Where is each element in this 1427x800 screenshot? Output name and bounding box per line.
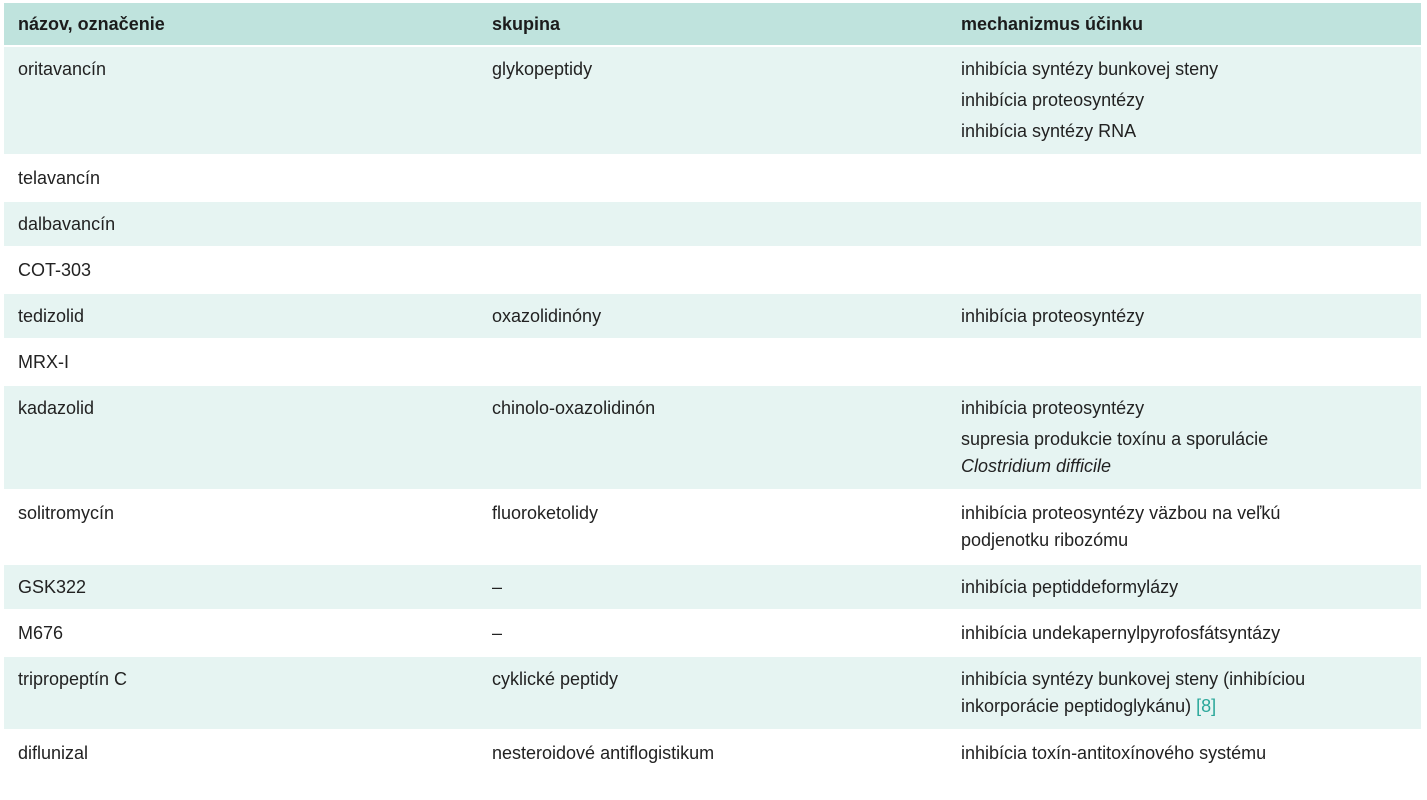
cell-mechanism bbox=[947, 247, 1421, 293]
cell-name: COT-303 bbox=[4, 247, 478, 293]
cell-name: M676 bbox=[4, 610, 478, 656]
cell-group: nesteroidové antiflogistikum bbox=[478, 730, 947, 775]
header-mechanism: mechanizmus účinku bbox=[947, 3, 1421, 46]
table-row bbox=[4, 46, 1421, 155]
header-group: skupina bbox=[478, 3, 947, 46]
cell-group: – bbox=[478, 564, 947, 610]
cell-mechanism bbox=[947, 385, 1421, 490]
mechanism-line: inhibícia proteosyntézy bbox=[961, 90, 1145, 110]
cell-mechanism bbox=[947, 490, 1421, 564]
cell-mechanism: inhibícia toxín-antitoxínového systému bbox=[947, 730, 1421, 775]
cell-group: cyklické peptidy bbox=[478, 656, 947, 730]
table-row bbox=[4, 339, 1421, 385]
header-row bbox=[4, 3, 1421, 46]
mechanism-line: inhibícia syntézy bunkovej steny bbox=[961, 59, 1219, 79]
table-row bbox=[4, 490, 1421, 564]
cell-name: telavancín bbox=[4, 155, 478, 201]
mechanism-line: inhibícia proteosyntézy bbox=[961, 398, 1145, 418]
cell-mechanism: inhibícia undekapernylpyrofosfátsyntázy bbox=[947, 610, 1421, 656]
antibiotics-table bbox=[4, 3, 1421, 775]
cell-group: glykopeptidy bbox=[478, 46, 947, 155]
cell-mechanism bbox=[947, 339, 1421, 385]
reference-link[interactable]: [8] bbox=[1196, 696, 1217, 716]
cell-mechanism: inhibícia peptiddeformylázy bbox=[947, 564, 1421, 610]
mechanism-line: supresia produkcie toxínu a sporulácie bbox=[961, 429, 1269, 449]
table-row bbox=[4, 564, 1421, 610]
cell-name: dalbavancín bbox=[4, 201, 478, 247]
cell-group bbox=[478, 339, 947, 385]
cell-name: MRX-I bbox=[4, 339, 478, 385]
cell-group bbox=[478, 201, 947, 247]
cell-mechanism bbox=[947, 201, 1421, 247]
cell-name: kadazolid bbox=[4, 385, 478, 490]
table-row bbox=[4, 656, 1421, 730]
cell-mechanism: inhibícia proteosyntézy bbox=[947, 293, 1421, 339]
cell-group: chinolo-oxazolidinón bbox=[478, 385, 947, 490]
header-name: názov, označenie bbox=[4, 3, 478, 46]
cell-mechanism bbox=[947, 155, 1421, 201]
cell-name: solitromycín bbox=[4, 490, 478, 564]
table-row bbox=[4, 201, 1421, 247]
mechanism-line: inkorporácie peptidoglykánu) bbox=[961, 696, 1192, 716]
cell-mechanism bbox=[947, 656, 1421, 730]
table-row bbox=[4, 610, 1421, 656]
cell-name: oritavancín bbox=[4, 46, 478, 155]
cell-mechanism bbox=[947, 46, 1421, 155]
mechanism-line: inhibícia syntézy bunkovej steny (inhibíciou bbox=[961, 669, 1306, 689]
cell-group: fluoroketolidy bbox=[478, 490, 947, 564]
cell-group bbox=[478, 155, 947, 201]
mechanism-line: inhibícia syntézy RNA bbox=[961, 121, 1137, 141]
mechanism-line-organism: Clostridium difficile bbox=[961, 456, 1112, 476]
table-row bbox=[4, 293, 1421, 339]
cell-name: tripropeptín C bbox=[4, 656, 478, 730]
cell-name: GSK322 bbox=[4, 564, 478, 610]
mechanism-line: podjenotku ribozómu bbox=[961, 530, 1129, 550]
cell-group bbox=[478, 247, 947, 293]
table-row bbox=[4, 385, 1421, 490]
table-row bbox=[4, 155, 1421, 201]
mechanism-line: inhibícia proteosyntézy väzbou na veľkú bbox=[961, 503, 1281, 523]
table-row bbox=[4, 730, 1421, 775]
cell-group: – bbox=[478, 610, 947, 656]
table-container bbox=[4, 3, 1421, 775]
cell-name: tedizolid bbox=[4, 293, 478, 339]
cell-group: oxazolidinóny bbox=[478, 293, 947, 339]
cell-name: diflunizal bbox=[4, 730, 478, 775]
mechanism-line-wrap bbox=[961, 693, 1407, 720]
table-row bbox=[4, 247, 1421, 293]
